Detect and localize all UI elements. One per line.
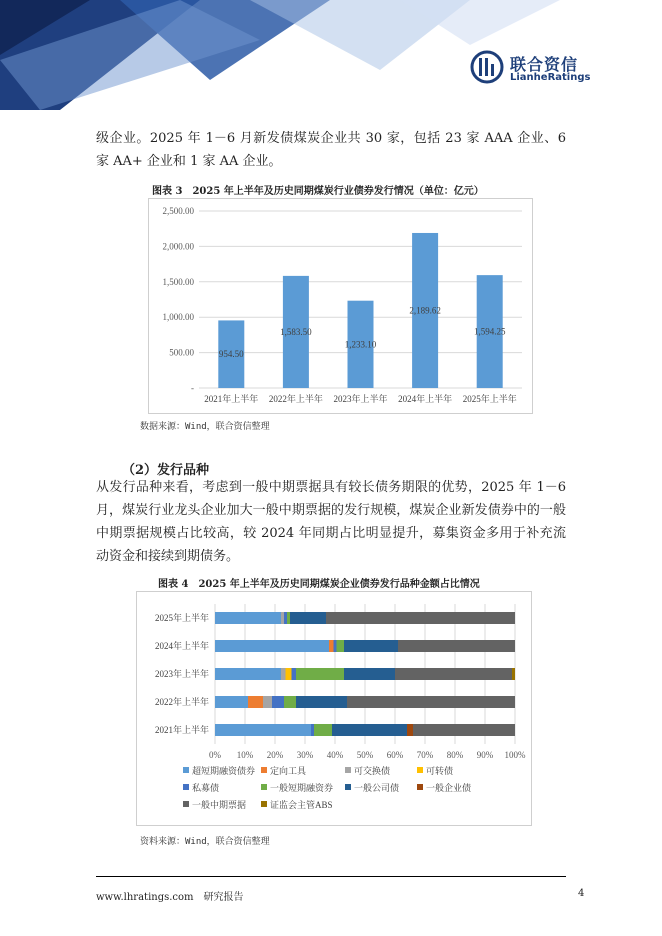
- figure4-chart-frame: [136, 591, 532, 826]
- stacked-segment: [344, 640, 398, 652]
- data-label: 1,583.50: [280, 326, 312, 337]
- x-tick-label: 2024年上半年: [398, 394, 453, 404]
- y-tick-label: 2021年上半年: [154, 725, 209, 735]
- y-tick-label: 2023年上半年: [154, 669, 209, 679]
- stacked-segment: [334, 640, 337, 652]
- x-tick-label: 80%: [446, 750, 464, 760]
- stacked-segment: [281, 612, 284, 624]
- stacked-segment: [413, 724, 515, 736]
- x-tick-label: 50%: [356, 750, 374, 760]
- data-label: 2,189.62: [409, 305, 441, 316]
- x-tick-label: 2022年上半年: [268, 394, 323, 404]
- logo-text-en: LianheRatings: [510, 72, 591, 83]
- intro-paragraph: 级企业。2025 年 1－6 月新发债煤炭企业共 30 家，包括 23 家 AAA 企业、6 家 AA+ 企业和 1 家 AA 企业。: [96, 131, 566, 169]
- stacked-segment: [292, 668, 297, 680]
- figure4-title: 图表 4 2025 年上半年及历史同期煤炭企业债券发行品种金额占比情况: [158, 579, 480, 590]
- x-tick-label: 2021年上半年: [204, 394, 259, 404]
- stacked-segment: [248, 696, 263, 708]
- stacked-segment: [290, 612, 326, 624]
- section-heading: （2）发行品种: [122, 463, 210, 478]
- x-tick-label: 60%: [386, 750, 404, 760]
- figure3-title: 图表 3 2025 年上半年及历史同期煤炭行业债券发行情况（单位：亿元）: [152, 186, 484, 197]
- stacked-segment: [314, 724, 332, 736]
- legend-swatch: [417, 767, 423, 773]
- y-tick-label: 2025年上半年: [154, 613, 209, 623]
- legend-swatch: [183, 767, 189, 773]
- y-tick-label: 1,500.00: [162, 276, 194, 287]
- x-tick-label: 20%: [266, 750, 284, 760]
- legend-label: 证监会主管ABS: [270, 800, 333, 810]
- legend-swatch: [345, 767, 351, 773]
- y-tick-label: 2,000.00: [162, 241, 194, 252]
- y-tick-label: 1,000.00: [162, 312, 194, 323]
- data-label: 1,233.10: [344, 339, 377, 350]
- figure3-bar-chart: [149, 199, 532, 413]
- stacked-segment: [284, 612, 287, 624]
- legend-label: 可交换债: [354, 766, 391, 776]
- x-tick-label: 0%: [209, 750, 221, 760]
- logo-text-cn: 联合资信: [510, 55, 579, 74]
- legend-label: 私募债: [192, 783, 220, 793]
- x-tick-label: 90%: [476, 750, 494, 760]
- legend-label: 超短期融资债券: [192, 766, 256, 776]
- stacked-segment: [311, 724, 314, 736]
- legend-swatch: [261, 784, 267, 790]
- legend-label: 可转债: [426, 766, 454, 776]
- x-tick-label: 2025年上半年: [462, 394, 517, 404]
- figure3-source: 数据来源：Wind，联合资信整理: [140, 422, 270, 432]
- stacked-segment: [263, 696, 272, 708]
- stacked-segment: [296, 668, 344, 680]
- legend-label: 一般中期票据: [192, 800, 247, 810]
- stacked-segment: [296, 696, 347, 708]
- stacked-segment: [215, 696, 248, 708]
- stacked-segment: [281, 668, 286, 680]
- stacked-segment: [332, 724, 407, 736]
- data-label: 954.50: [218, 349, 244, 360]
- legend-swatch: [417, 784, 423, 790]
- stacked-segment: [215, 612, 281, 624]
- stacked-segment: [395, 668, 512, 680]
- footer-divider: [96, 876, 566, 877]
- legend-swatch: [261, 801, 267, 807]
- figure3-chart-frame: [148, 198, 533, 414]
- legend-swatch: [261, 767, 267, 773]
- legend-label: 一般企业债: [426, 783, 472, 793]
- legend-swatch: [345, 784, 351, 790]
- stacked-segment: [215, 668, 281, 680]
- stacked-segment: [326, 612, 515, 624]
- x-tick-label: 40%: [326, 750, 344, 760]
- x-tick-label: 10%: [236, 750, 254, 760]
- page-number: 4: [578, 888, 585, 899]
- section-paragraph: 从发行品种来看，考虑到一般中期票据具有较长债务期限的优势，2025 年 1－6 月，煤炭行业龙头企业加大一般中期票据的发行规模，煤炭企业新发债券中的一般中期票据规模占比较高，较 2024 年同期占比明显提升，募集资金多用于补充流动资金和接续到期债务。: [96, 480, 566, 564]
- stacked-segment: [329, 640, 334, 652]
- stacked-segment: [287, 612, 290, 624]
- y-tick-label: 2022年上半年: [154, 697, 209, 707]
- x-tick-label: 100%: [504, 750, 526, 760]
- figure4-source: 资料来源：Wind，联合资信整理: [140, 837, 270, 847]
- x-tick-label: 2023年上半年: [333, 394, 388, 404]
- footer-site: www.lhratings.com 研究报告: [96, 892, 244, 903]
- legend-swatch: [183, 801, 189, 807]
- company-logo: [470, 50, 600, 90]
- stacked-segment: [286, 668, 292, 680]
- stacked-segment: [344, 668, 395, 680]
- y-tick-label: 2024年上半年: [154, 641, 209, 651]
- stacked-segment: [284, 696, 296, 708]
- x-tick-label: 30%: [296, 750, 314, 760]
- y-tick-label: 500.00: [169, 347, 194, 358]
- legend-swatch: [183, 784, 189, 790]
- stacked-segment: [347, 696, 515, 708]
- stacked-segment: [215, 724, 311, 736]
- legend-label: 定向工具: [270, 766, 307, 776]
- stacked-segment: [272, 696, 284, 708]
- stacked-segment: [407, 724, 413, 736]
- logo-mark-icon: [470, 50, 504, 84]
- legend-label: 一般短期融资券: [270, 783, 334, 793]
- data-label: 1,594.25: [473, 326, 506, 337]
- figure4-stacked-bar-chart: [137, 592, 531, 825]
- x-tick-label: 70%: [416, 750, 434, 760]
- stacked-segment: [512, 668, 515, 680]
- y-tick-label: 2,500.00: [162, 206, 194, 216]
- legend-label: 一般公司债: [354, 783, 400, 793]
- stacked-segment: [337, 640, 345, 652]
- stacked-segment: [215, 640, 329, 652]
- y-tick-label: -: [191, 383, 194, 393]
- stacked-segment: [398, 640, 515, 652]
